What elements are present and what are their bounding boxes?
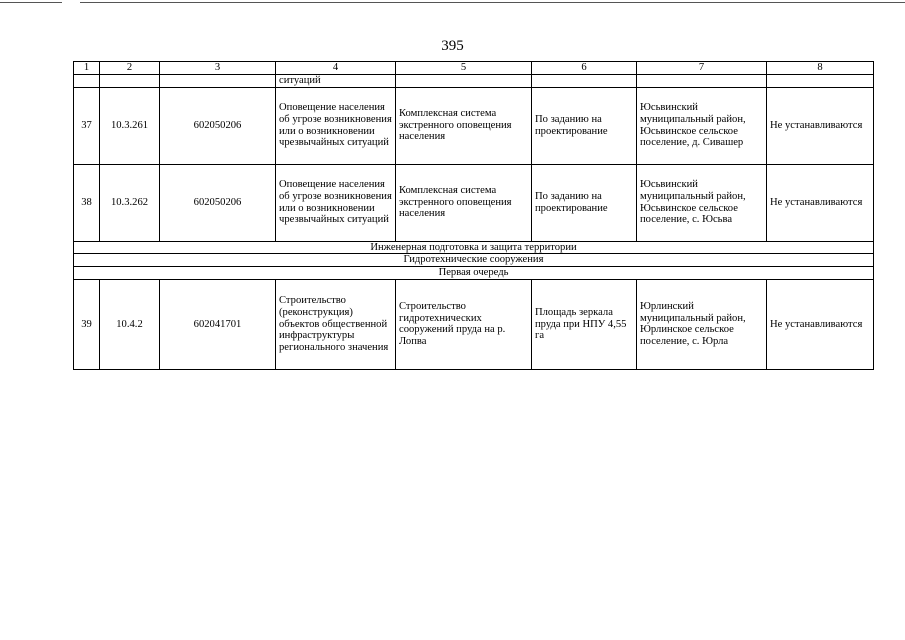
row-name: Комплексная система экстренного оповещения населения: [396, 87, 532, 164]
row-name: Комплексная система экстренного оповещения населения: [396, 164, 532, 241]
row-params: Площадь зеркала пруда при НПУ 4,55 га: [532, 279, 637, 369]
empty-cell: [100, 74, 160, 87]
data-table: [73, 61, 874, 370]
section-row: [74, 241, 874, 254]
section-title: Инженерная подготовка и защита территории: [74, 241, 874, 254]
purpose-continuation: ситуаций: [276, 74, 396, 87]
row-zones: Не устанавливаются: [767, 279, 874, 369]
row-zones: Не устанавливаются: [767, 164, 874, 241]
section-title: Гидротехнические сооружения: [74, 254, 874, 267]
row-location: Юсьвинский муниципальный район, Юсьвинское сельское поселение, д. Сивашер: [637, 87, 767, 164]
empty-cell: [160, 74, 276, 87]
row-location: Юсьвинский муниципальный район, Юсьвинское сельское поселение, с. Юсьва: [637, 164, 767, 241]
row-code: 10.4.2: [100, 279, 160, 369]
section-row: [74, 267, 874, 280]
scan-top-rule-left: [0, 2, 62, 3]
row-params: По заданию на проектирование: [532, 87, 637, 164]
row-kod: 602041701: [160, 279, 276, 369]
row-zones: Не устанавливаются: [767, 87, 874, 164]
row-purpose: Оповещение населения об угрозе возникновения или о возникновении чрезвычайных ситуаций: [276, 164, 396, 241]
continuation-row: [74, 74, 874, 87]
row-purpose: Строительство (реконструкция) объектов общественной инфраструктуры регионального значения: [276, 279, 396, 369]
header-cell: 6: [532, 62, 637, 75]
empty-cell: [532, 74, 637, 87]
header-cell: 4: [276, 62, 396, 75]
row-location: Юрлинский муниципальный район, Юрлинское сельское поселение, с. Юрла: [637, 279, 767, 369]
empty-cell: [637, 74, 767, 87]
row-purpose: Оповещение населения об угрозе возникновения или о возникновении чрезвычайных ситуаций: [276, 87, 396, 164]
header-cell: 1: [74, 62, 100, 75]
header-cell: 8: [767, 62, 874, 75]
section-row: [74, 254, 874, 267]
row-code: 10.3.261: [100, 87, 160, 164]
row-kod: 602050206: [160, 87, 276, 164]
header-cell: 5: [396, 62, 532, 75]
page-number: 395: [441, 38, 464, 54]
empty-cell: [396, 74, 532, 87]
header-cell: 7: [637, 62, 767, 75]
scan-top-rule-right: [80, 2, 905, 3]
row-params: По заданию на проектирование: [532, 164, 637, 241]
row-name: Строительство гидротехнических сооружений пруда на р. Лопва: [396, 279, 532, 369]
row-number: 37: [74, 87, 100, 164]
empty-cell: [74, 74, 100, 87]
row-kod: 602050206: [160, 164, 276, 241]
row-number: 38: [74, 164, 100, 241]
row-number: 39: [74, 279, 100, 369]
table-row: [74, 87, 874, 164]
header-row: [74, 62, 874, 75]
section-title: Первая очередь: [74, 267, 874, 280]
header-cell: 2: [100, 62, 160, 75]
header-cell: 3: [160, 62, 276, 75]
empty-cell: [767, 74, 874, 87]
table-row: [74, 279, 874, 369]
row-code: 10.3.262: [100, 164, 160, 241]
table-row: [74, 164, 874, 241]
